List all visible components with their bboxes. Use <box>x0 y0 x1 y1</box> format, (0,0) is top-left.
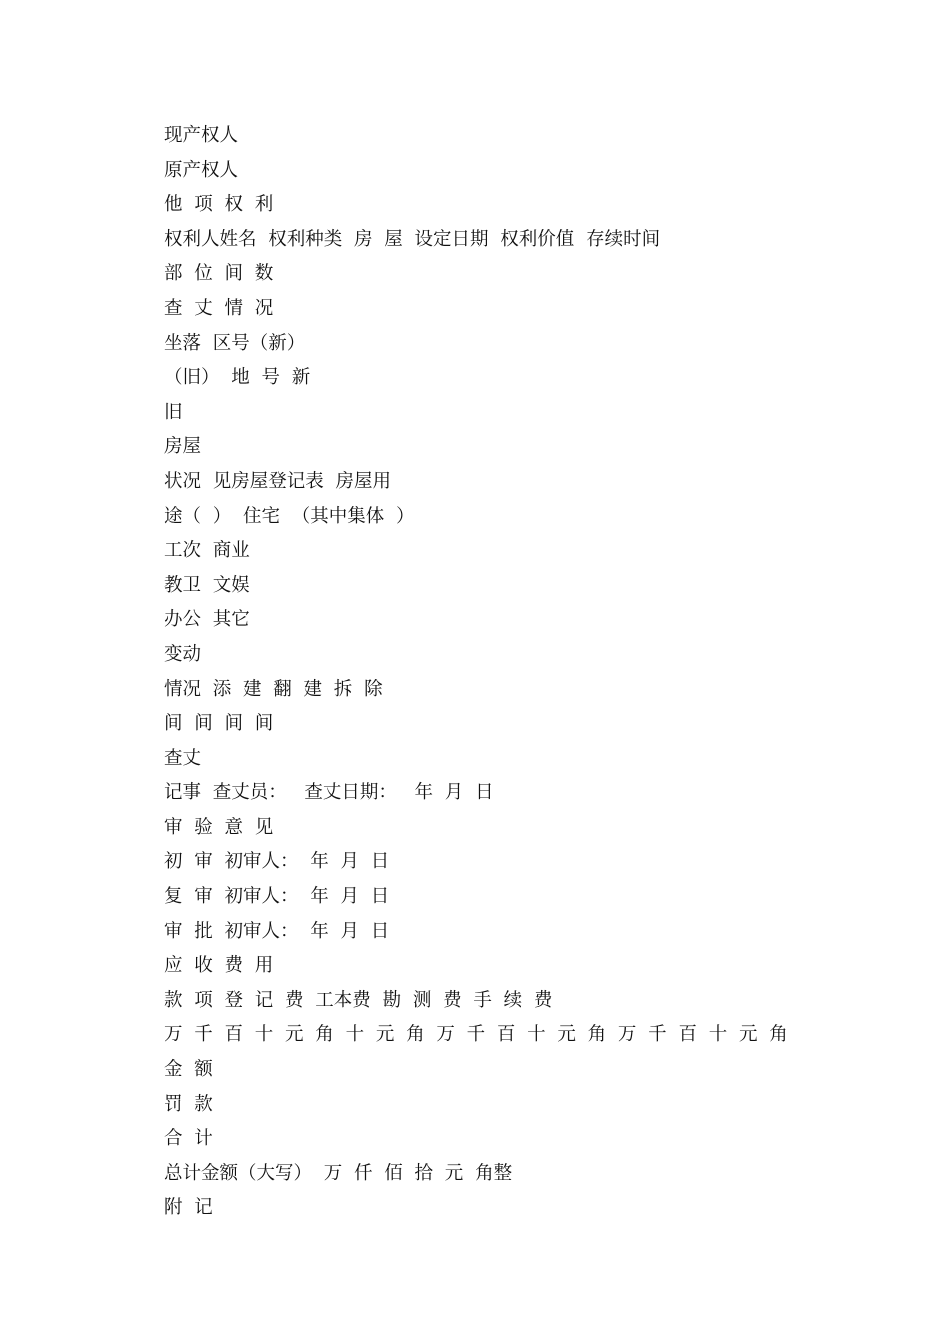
line-approval: 审 批 初审人： 年 月 日 <box>164 920 390 942</box>
line-usage-residential: 途（ ） 住宅 （其中集体 ） <box>164 505 415 527</box>
line-current-owner: 现产权人 <box>164 125 239 146</box>
line-change: 变动 <box>164 643 202 665</box>
document-body <box>164 121 884 1228</box>
line-survey-status: 查 丈 情 况 <box>164 297 274 319</box>
line-house-status: 状况 见房屋登记表 房屋用 <box>164 470 392 492</box>
line-old: 旧 <box>164 401 183 423</box>
line-other-rights: 他 项 权 利 <box>164 194 274 216</box>
line-old-lot-number: （旧） 地 号 新 <box>164 367 311 389</box>
line-total-in-words: 总计金额（大写） 万 仟 佰 拾 元 角整 <box>164 1162 513 1184</box>
line-original-owner: 原产权人 <box>164 159 239 181</box>
line-house: 房屋 <box>164 436 202 458</box>
line-office-other: 办公 其它 <box>164 609 250 631</box>
line-total: 合 计 <box>164 1128 213 1150</box>
line-survey: 查丈 <box>164 747 202 769</box>
line-industrial-commercial: 工次 商业 <box>164 540 250 562</box>
line-review-opinion: 审 验 意 见 <box>164 816 274 838</box>
line-location-rooms: 部 位 间 数 <box>164 263 274 285</box>
line-fees-due: 应 收 费 用 <box>164 955 274 977</box>
line-amount: 金 额 <box>164 1059 213 1081</box>
line-location-district-new: 坐落 区号（新） <box>164 332 306 354</box>
line-fee-items: 款 项 登 记 费 工本费 勘 测 费 手 续 费 <box>164 989 553 1011</box>
line-survey-record: 记事 查丈员： 查丈日期： 年 月 日 <box>164 782 494 804</box>
line-fine: 罚 款 <box>164 1093 213 1115</box>
line-change-types: 情况 添 建 翻 建 拆 除 <box>164 678 383 700</box>
line-rights-header: 权利人姓名 权利种类 房 屋 设定日期 权利价值 存续时间 <box>164 228 661 250</box>
line-education-entertainment: 教卫 文娱 <box>164 574 250 596</box>
line-notes: 附 记 <box>164 1197 213 1219</box>
line-rooms-units: 间 间 间 间 <box>164 713 274 735</box>
line-first-review: 初 审 初审人： 年 月 日 <box>164 851 390 873</box>
line-second-review: 复 审 初审人： 年 月 日 <box>164 886 390 908</box>
line-amount-units: 万 千 百 十 元 角 十 元 角 万 千 百 十 元 角 万 千 百 十 元 角 <box>164 1024 788 1046</box>
